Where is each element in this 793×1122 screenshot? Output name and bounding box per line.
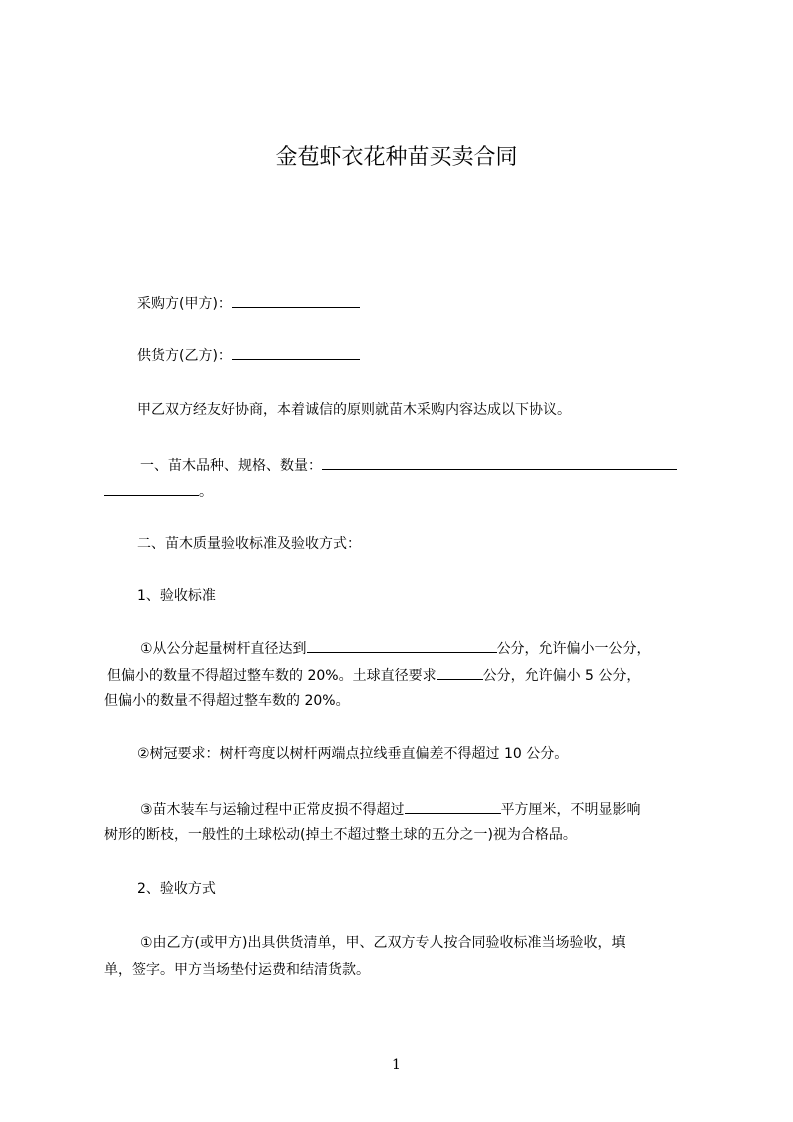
intro-paragraph: 甲乙双方经友好协商，本着诚信的原则就苗木采购内容达成以下协议。 <box>137 402 571 418</box>
method1-line1: ①由乙方(或甲方)出具供货清单，甲、乙双方专人按合同验收标准当场验收，填 <box>140 935 626 951</box>
item3-text-b: 平方厘米，不明显影响 <box>500 802 641 818</box>
item3-text-a: ③苗木装车与运输过程中正常皮损不得超过 <box>140 802 405 818</box>
sub1-heading: 1、验收标准 <box>137 588 216 604</box>
item1-line2-b: 公分，允许偏小 5 公分， <box>482 668 641 684</box>
supplier-label: 供货方(乙方)： <box>137 348 232 364</box>
page-number: 1 <box>392 1057 401 1073</box>
section1-end: 。 <box>199 484 213 500</box>
item1-line1 <box>140 638 651 658</box>
buyer-blank <box>232 293 360 308</box>
item3-blank <box>405 799 501 814</box>
supplier-line <box>137 345 360 365</box>
document-title: 金苞虾衣花种苗买卖合同 <box>275 145 518 170</box>
method1-line2: 单，签字。甲方当场垫付运费和结清货款。 <box>104 962 370 978</box>
section1-label: 一、苗木品种、规格、数量： <box>140 458 322 474</box>
section1-blank <box>322 455 677 470</box>
section1-line <box>140 455 677 475</box>
item1-line3: 但偏小的数量不得超过整车数的 20%。 <box>104 693 350 709</box>
item1-line2 <box>107 665 640 685</box>
item1-text-b: 公分，允许偏小一公分， <box>496 641 651 657</box>
supplier-blank <box>232 345 360 360</box>
buyer-label: 采购方(甲方)： <box>137 296 232 312</box>
buyer-line <box>137 293 360 313</box>
item3-line2: 树形的断枝，一般性的土球松动(掉土不超过整土球的五分之一)视为合格品。 <box>104 827 577 843</box>
item1-line2-a: 但偏小的数量不得超过整车数的 20%。土球直径要求 <box>107 668 437 684</box>
item1-blank-2 <box>437 665 483 680</box>
item1-blank <box>307 638 497 653</box>
item1-text-a: ①从公分起量树杆直径达到 <box>140 641 307 657</box>
section1-blank-2 <box>104 481 199 496</box>
item2-line: ②树冠要求：树杆弯度以树杆两端点拉线垂直偏差不得超过 10 公分。 <box>137 746 569 762</box>
section1-line2 <box>104 481 213 501</box>
item3-line1 <box>140 799 641 819</box>
section2-heading: 二、苗木质量验收标准及验收方式： <box>137 536 361 552</box>
sub2-heading: 2、验收方式 <box>137 881 216 897</box>
